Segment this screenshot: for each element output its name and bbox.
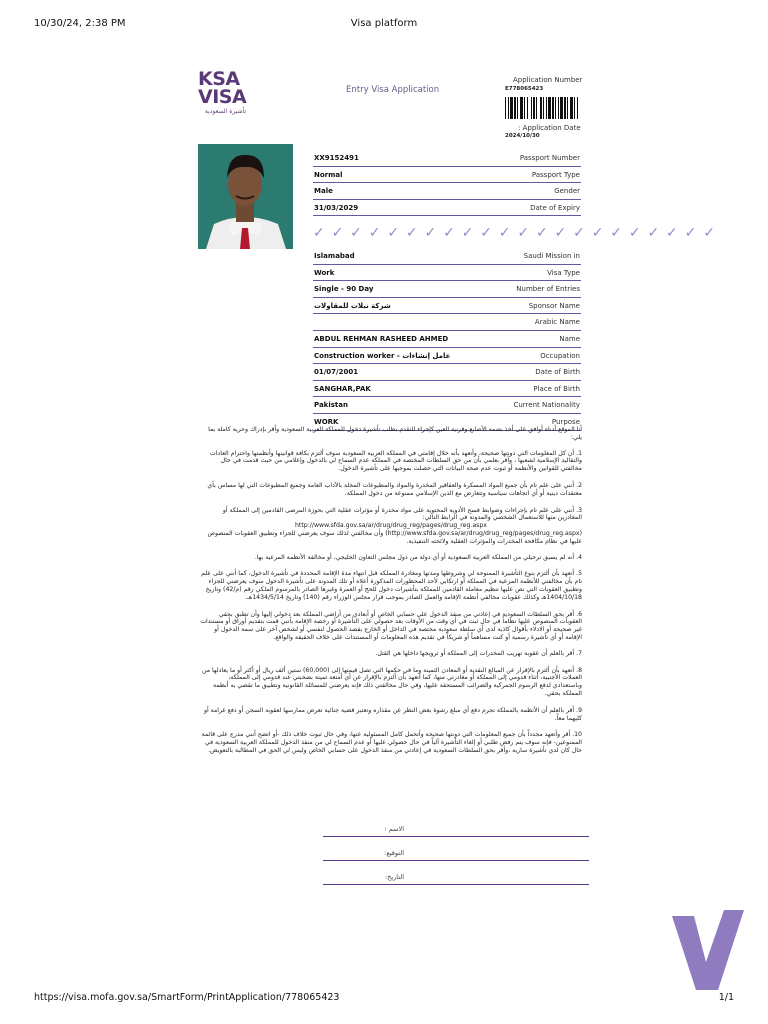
print-title: Visa platform (350, 18, 418, 29)
visa-field-value: Construction worker - عامل إنشاءات (314, 351, 451, 360)
logo-line-arabic: تأشيرة السعودية (204, 108, 246, 115)
visa-field-value: Islamabad (314, 252, 355, 260)
declaration-item-5: 5. أتعهد بأن ألتزم بنوع التأشيرة الممنوحة لي وشروطها ومدتها ومغادرة المملكة قبل انتهاء مدة الإقامة المحددة في تأشيرة الدخول، كما أنني على علم تام بأن مخالفتي للأنظمة المرعية في المملكة أو ارتكابي لأحد المحظورات المذكورة أعلاه أو تلك المدونة على تأشيرة الدخول سوف يعرضني للجزاء وتطبيق العقوبات التي نص عليها تنظيم معاملة القادمين للمملكة بتأشيرات دخول للحج أو العمرة وغيرها الصادر بالمرسوم الملكي رقم (م/42) وتاريخ 1404/10/18هـ وكذلك عقوبات مخالفي أنظمة الإقامة والعمل الصادر بموجب قرار مجلس الوزراء رقم (140) وتاريخ 1434/5/14هـ. (201, 570, 582, 601)
passport-field-row (313, 200, 581, 217)
signature-sign-line[interactable] (323, 842, 589, 861)
declaration-item-10: 10. أقر وأتعهد مجدداً بأن جميع المعلومات التي دونتها صحيحة وأتحمل كامل المسئولية عنها، وفي حال ثبوت خلاف ذلك -أو اتضح أنني مدرج على قائمة الممنوعين- فإنه سوف يتم رفض طلبي أو إلغاء التأشيرة آلياً في حال حصولي عليها أو عدم السماح لي من منفذ الدخول للمملكة العربية السعودية في حال كان لدي تأشيرة سارية ،وأقر بحق السلطات السعودية في إعادتي من منفذ الدخول على حسابي الخاص وليس لي الحق في المطالبة بالتعويض. (201, 731, 582, 754)
checkmark-watermark-icon (672, 910, 744, 990)
visa-field-row (313, 281, 581, 298)
visa-field-label: Arabic Name (534, 318, 580, 327)
signature-date-label: التاريخ: (384, 873, 404, 881)
signature-name-label: الاسم : (384, 825, 404, 833)
passport-field-row (313, 150, 581, 167)
visa-field-label: Purpose (551, 417, 580, 426)
logo-line-visa: VISA (198, 86, 247, 108)
passport-field-value: Male (314, 187, 333, 196)
visa-field-value: شركة نبلات للمقاولات (314, 301, 391, 310)
declaration-url-1[interactable]: http://www.sfda.gov.sa/ar/drug/drug_reg/pages/drug_reg.aspx (295, 522, 487, 530)
passport-field-label: Passport Number (519, 154, 580, 162)
passport-field-label: Gender (554, 187, 580, 196)
declaration (200, 426, 582, 755)
visa-field-row (313, 331, 581, 348)
visa-field-row (313, 381, 581, 398)
visa-field-value: 01/07/2001 (314, 368, 359, 377)
application-date: 2024/10/30 (505, 133, 540, 139)
visa-field-row (313, 314, 581, 331)
visa-details (313, 248, 581, 431)
visa-field-label: Occupation (540, 351, 580, 360)
signature-sign-label: التوقيع: (384, 849, 404, 857)
visa-field-row (313, 298, 581, 315)
declaration-item-3: 3. أنني على علم تام بإجراءات وضوابط فسح الأدوية المحتوية على مواد مخدرة أو مؤثرات عقلية التي بحوزة المرضى القادمين إلى المملكة أو المغادرين منها للاستعمال الشخصي والمدونة في الرابط التالي: (222, 506, 582, 522)
application-number-label: Application Number (513, 76, 583, 84)
visa-field-label: Name (559, 334, 580, 343)
print-footer (0, 992, 768, 1006)
declaration-url-2[interactable]: (http://www.sfda.gov.sa/ar/drug/drug_reg/pages/drug_reg.aspx) (385, 529, 582, 537)
visa-field-label: Number of Entries (516, 285, 580, 294)
checkmark-strip: ✓ ✓ ✓ ✓ ✓ ✓ ✓ ✓ ✓ ✓ ✓ ✓ ✓ ✓ ✓ ✓ ✓ ✓ ✓ ✓ ✓ ✓ (313, 225, 717, 241)
visa-field-value: SANGHAR,PAK (314, 384, 371, 393)
declaration-item-6: 6. أقر بحق السلطات السعودية في إعادتي من منفذ الدخول على حسابي الخاص أو أبعادي من أراضي المملكة بعد دخولي إليها وأن تطبق بحقي العقوبات المنصوص عليها نظاماً في حال ثبت في أي وقت من الأوقات بعد حصولي على التأشيرة أو رخصة الإقامة بأنني قمت بتقديم أوراق أو مستندات غير صحيحة أو الادلاء بأقوال كاذبة لدى أي سلطة سعودية مختصة في الداخل أو الخارج بقصد الحصول لنفسي أو لشخص آخر على سمة الدخول أو الإقامة أو أي تأشيرة رسمية أو كنت مساهماً أو شريكاً في تقديم هذه المعلومات أو المستندات على خلاف الحقيقة والواقع. (200, 610, 582, 641)
application-number: E778065423 (505, 86, 544, 92)
visa-field-row (313, 397, 581, 414)
passport-field-row (313, 183, 581, 200)
passport-field-value: Normal (314, 170, 343, 179)
declaration-item-7: 7. أقر بالعلم أن عقوبة تهريب المخدرات إلى المملكة أو ترويجها داخلها هي القتل. (375, 649, 582, 657)
print-header (0, 18, 768, 32)
declaration-item-1: 1. أن كل المعلومات التي دونتها صحيحة، وأتعهد بأنه خلال إقامتي في المملكة العربية السعودية سوف ألتزم بكافة قوانينها وأنظمتها واحترام العادات والتقاليد الإسلامية لشعبها ، وأقر بعلمي بأن من حق السلطات المختصة في المملكة عدم السماح لي بالدخول وإعلامي من حيث قدمت في حال مخالفتي للقوانين والأنظمة أو ثبوت عدم صحة البيانات التي حصلت بموجبها على تأشيرة الدخول. (209, 449, 582, 473)
visa-field-label: Date of Birth (535, 368, 580, 377)
print-datetime: 10/30/24, 2:38 PM (34, 18, 126, 29)
visa-field-label: Visa Type (547, 268, 580, 277)
declaration-item-4: 4. أنه لم يسبق ترحيلي من المملكة العربية السعودية أو أي دولة من دول مجلس التعاون الخليجي، أو مخالفة الأنظمة المرعية بها. (254, 553, 582, 561)
barcode (505, 97, 579, 119)
visa-field-value: Pakistan (314, 401, 348, 410)
print-url[interactable]: https://visa.mofa.gov.sa/SmartForm/PrintApplication/778065423 (34, 992, 340, 1003)
application-date-label: : Application Date (518, 124, 581, 132)
visa-field-row (313, 364, 581, 381)
declaration-item-8: 8. أتعهد بأن ألتزم بالإقرار عن المبالغ النقدية أو المعادن الثمينة وما في حكمها التي تصل قيمتها إلى (60,000) ستين ألف ريال أو أكثر أو ما يعادلها من العملات الأجنبية، أثناء قدومي إلى المملكة أو مغادرتي منها، كما أتعهد بأن ألتزم بالإقرار عن أي أمتعة ثمينة بصحبتي عند قدومي إلى المملكة، وباستعدادي لدفع الرسوم الجمركية والضرائب المستحقة عليها، وفي حال مخالفتي ذلك فإنه يعرضني للمسائلة القانونية وتطبيق ما تقضي به أنظمة المملكة بحقي. (202, 666, 582, 697)
visa-field-label: Saudi Mission in (523, 252, 580, 260)
visa-field-value: WORK (314, 417, 339, 426)
print-page-number: 1/1 (718, 992, 734, 1003)
passport-field-label: Passport Type (531, 170, 580, 179)
passport-details (313, 150, 581, 216)
visa-field-row (313, 348, 581, 365)
declaration-item-9: 9. أقر بالعلم أن الأنظمة بالمملكة تجرم دفع أي مبلغ رشوة بغض النظر عن مقداره وتعتبر قضية جنائية تعرض ممارسها لعقوبة السجن أو دفع غرامة أو كليهما معاً. (203, 706, 582, 722)
passport-field-value: 31/03/2029 (314, 203, 359, 212)
visa-field-value: Single - 90 Day (314, 285, 374, 294)
ksa-visa-logo (198, 70, 246, 120)
passport-field-row (313, 167, 581, 184)
declaration-item-2: 2. أنني على علم تام بأن جميع المواد المسكرة والعقاقير المخدرة والمواد والمطبوعات المخلة بالآداب العامة وجميع المطبوعات التي لها مساس بأي معتقدات دينية أو أي اتجاهات سياسية وتتعارض مع الدين الإسلامي ممنوعة من دخول المملكة. (207, 481, 582, 497)
visa-field-label: Sponsor Name (528, 301, 580, 310)
visa-field-value: Work (314, 268, 335, 277)
visa-field-label: Place of Birth (533, 384, 580, 393)
logo-line-ksa: KSA (198, 68, 240, 90)
visa-field-value: ABDUL REHMAN RASHEED AHMED (314, 334, 449, 343)
passport-field-label: Date of Expiry (530, 203, 580, 212)
declaration-item-3-cont: وأن مخالفتي لذلك سوف يعرضني للجزاء وتطبيق العقوبات المنصوص عليها في نظام مكافحة المخدرات والمؤثرات العقلية ولائحته التنفيذية. (207, 529, 582, 545)
visa-field-row (313, 265, 581, 282)
application-title: Entry Visa Application (346, 85, 440, 95)
visa-field-row (313, 248, 581, 265)
signature-date-line[interactable] (323, 866, 589, 885)
passport-field-value: XX9152491 (314, 154, 359, 162)
visa-field-label: Current Nationality (513, 401, 580, 410)
declaration-intro: أنا الموقع أدناه أوافق على أخذ بصمة الأصابع وقرنية العين كإجراء للتقدم بطلب تأشيرة دخول للمملكة العربية السعودية وأقر بإدراك وحرية كاملة بما يلي: (208, 426, 582, 441)
applicant-photo (198, 144, 293, 249)
signature-name-line[interactable] (323, 818, 589, 837)
